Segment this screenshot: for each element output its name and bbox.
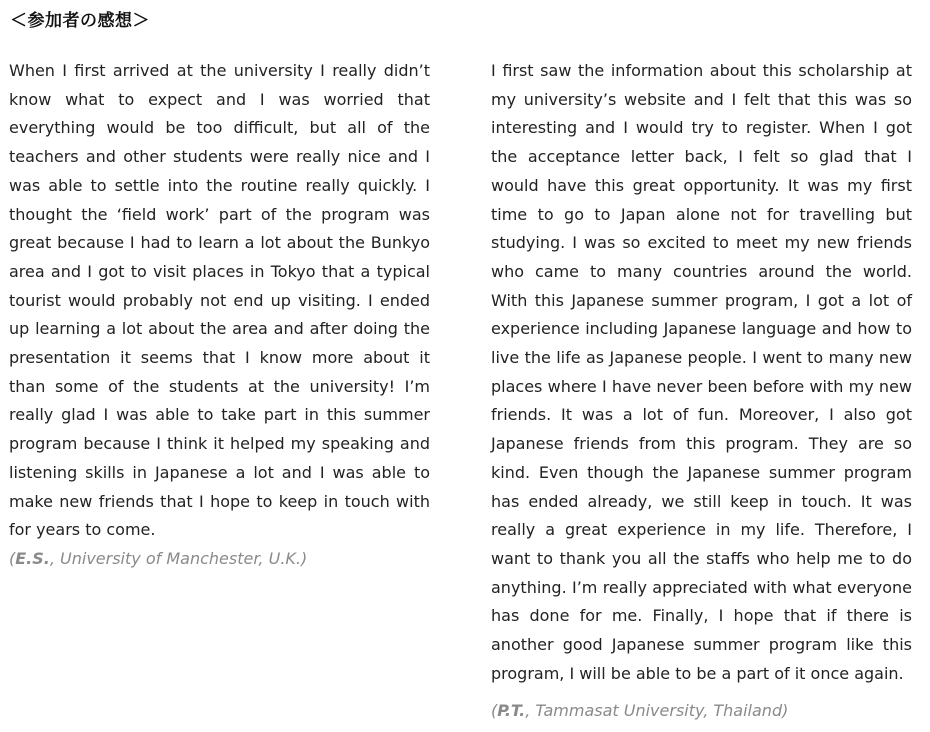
open-paren: ( [9,548,16,568]
author-initials: P.T. [497,701,526,721]
author-initials: E.S. [15,548,50,568]
open-paren: ( [491,701,498,721]
testimonial-text: I first saw the information about this scholarship at my university’s website and I felt that this was so interesting and I would try to register. When I got the acceptance letter back, I felt so glad that I would have this great opportunity. It was my first time to go to Japan alone not for travelling but studying. I was so excited to meet my new friends who came to many countries around the world. With this Japanese summer program, I got a lot of experience including Japanese language and how to live the life as Japanese people. I went to many new places where I have never been before with my new friends. It was a lot of fun. Moreover, I also got Japanese friends from this program. They are so kind. Even though the Japanese summer program has ended already, we still keep in touch. It was really a great experience in my life. Therefore, I want to thank you all the staffs who help me to do anything. I’m really appreciated with what everyone has done for me. Finally, I hope that if there is another good Japanese summer program like this program, I will be able to be a part of it once again. [491,61,912,683]
testimonial-attribution [9,545,430,574]
testimonial-attribution [491,697,912,726]
testimonial-text: When I first arrived at the university I really didn’t know what to expect and I was worried that everything would be too difficult, but all of the teachers and other students were really nice and I was able to settle into the routine really quickly. I thought the ‘field work’ part of the program was great because I had to learn a lot about the Bunkyo area and I got to visit places in Tokyo that a typical tourist would probably not end up visiting. I ended up learning a lot about the area and after doing the presentation it seems that I know more about it than some of the students at the university! I’m really glad I was able to take part in this summer program because I think it helped my speaking and listening skills in Japanese a lot and I was able to make new friends that I hope to keep in touch with for years to come. [9,61,430,540]
testimonial-left [9,57,430,574]
author-affiliation: , University of Manchester, U.K.) [49,548,308,568]
testimonial-right [491,57,912,726]
section-heading: ＜参加者の感想＞ [10,11,150,31]
author-affiliation: , Tammasat University, Thailand) [525,701,789,721]
